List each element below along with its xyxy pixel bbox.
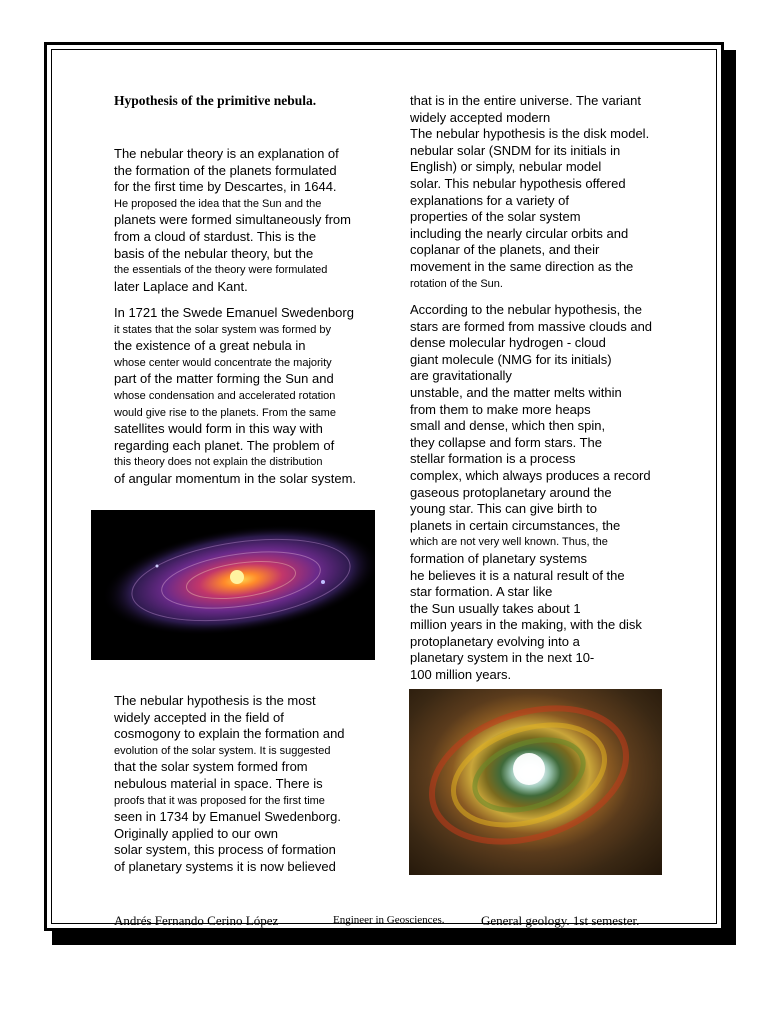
- left-paragraph-3: [114, 693, 345, 876]
- text-line: The nebular theory is an explanation of: [114, 146, 339, 161]
- text-line: that is in the entire universe. The variant: [410, 93, 641, 108]
- text-line: regarding each planet. The problem of: [114, 437, 335, 453]
- text-line: for the first time by Descartes, in 1644.: [114, 179, 337, 195]
- text-line: the essentials of the theory were formulated: [114, 264, 328, 277]
- text-line: the formation of the planets formulated: [114, 162, 337, 178]
- text-line: million years in the making, with the disk: [410, 617, 642, 633]
- text-line: satellites would form in this way with: [114, 421, 323, 437]
- text-line: from them to make more heaps: [410, 401, 591, 417]
- text-line: coplanar of the planets, and their: [410, 242, 600, 258]
- text-line: the Sun usually takes about 1: [410, 600, 581, 616]
- text-line: widely accepted in the field of: [114, 709, 284, 725]
- text-line: are gravitationally: [410, 368, 512, 384]
- text-line: He proposed the idea that the Sun and the: [114, 197, 322, 210]
- text-line: they collapse and form stars. The: [410, 434, 602, 450]
- text-line: the existence of a great nebula in: [114, 338, 306, 354]
- text-line: whose condensation and accelerated rotation: [114, 389, 336, 402]
- text-line: planetary system in the next 10-: [410, 650, 595, 666]
- text-line: proofs that it was proposed for the first time: [114, 794, 325, 807]
- left-paragraph-1: [114, 146, 351, 295]
- text-line: giant molecule (NMG for its initials): [410, 351, 612, 367]
- text-line: stellar formation is a process: [410, 451, 576, 467]
- nebula-disk-illustration: [91, 510, 375, 660]
- text-line: star formation. A star like: [410, 584, 553, 600]
- text-line: seen in 1734 by Emanuel Swedenborg.: [114, 809, 341, 825]
- text-line: The nebular hypothesis is the most: [114, 693, 316, 708]
- right-paragraph-2: [410, 302, 652, 684]
- text-line: According to the nebular hypothesis, the: [410, 302, 642, 317]
- text-line: English) or simply, nebular model: [410, 159, 602, 175]
- text-line: properties of the solar system: [410, 209, 581, 225]
- text-line: complex, which always produces a record: [410, 467, 651, 483]
- text-line: explanations for a variety of: [410, 192, 569, 208]
- footer-course: General geology. 1st semester.: [481, 913, 640, 928]
- text-line: planets in certain circumstances, the: [410, 517, 621, 533]
- text-line: evolution of the solar system. It is suggested: [114, 744, 331, 757]
- text-line: this theory does not explain the distribution: [114, 456, 323, 469]
- text-line: which are not very well known. Thus, the: [410, 536, 608, 549]
- text-line: basis of the nebular theory, but the: [114, 245, 314, 261]
- text-line: unstable, and the matter melts within: [410, 384, 622, 400]
- footer-author: Andrés Fernando Cerino López: [114, 913, 279, 928]
- text-line: that the solar system formed from: [114, 759, 308, 775]
- text-line: stars are formed from massive clouds and: [410, 318, 653, 334]
- text-line: 100 million years.: [410, 667, 512, 683]
- text-line: he believes it is a natural result of the: [410, 567, 625, 583]
- text-line: including the nearly circular orbits and: [410, 225, 629, 241]
- left-paragraph-2: [114, 305, 356, 488]
- text-line: planets were formed simultaneously from: [114, 212, 351, 228]
- text-line: widely accepted modern: [410, 109, 551, 125]
- footer-role: Engineer in Geosciences.: [333, 914, 445, 926]
- text-line: dense molecular hydrogen - cloud: [410, 335, 606, 351]
- text-line: it states that the solar system was formed by: [114, 323, 332, 336]
- text-line: Originally applied to our own: [114, 825, 279, 841]
- text-line: nebular solar (SNDM for its initials in: [410, 142, 621, 158]
- text-line: solar system, this process of formation: [114, 842, 336, 858]
- text-line: cosmogony to explain the formation and: [114, 726, 345, 742]
- protoplanetary-disk-illustration: [409, 689, 662, 875]
- text-line: young star. This can give birth to: [410, 501, 597, 517]
- text-line: protoplanetary evolving into a: [410, 633, 580, 649]
- text-line: small and dense, which then spin,: [410, 418, 606, 434]
- text-line: movement in the same direction as the: [410, 258, 634, 274]
- text-line: of planetary systems it is now believed: [114, 858, 336, 874]
- protoplanetary-disk-image: [409, 689, 662, 875]
- text-line: solar. This nebular hypothesis offered: [410, 175, 626, 191]
- text-line: part of the matter forming the Sun and: [114, 371, 334, 387]
- text-line: would give rise to the planets. From the same: [114, 406, 336, 419]
- text-line: The nebular hypothesis is the disk model.: [410, 126, 650, 142]
- document-title: Hypothesis of the primitive nebula.: [114, 93, 317, 108]
- text-line: gaseous protoplanetary around the: [410, 484, 612, 500]
- text-line: nebulous material in space. There is: [114, 775, 323, 791]
- text-line: rotation of the Sun.: [410, 277, 503, 290]
- text-line: later Laplace and Kant.: [114, 278, 248, 294]
- nebula-disk-image: [91, 510, 375, 660]
- text-line: whose center would concentrate the majority: [114, 356, 332, 369]
- text-line: formation of planetary systems: [410, 550, 588, 566]
- text-line: of angular momentum in the solar system.: [114, 470, 357, 486]
- text-line: In 1721 the Swede Emanuel Swedenborg: [114, 305, 354, 320]
- right-paragraph-1: [410, 93, 649, 292]
- text-line: from a cloud of stardust. This is the: [114, 228, 317, 244]
